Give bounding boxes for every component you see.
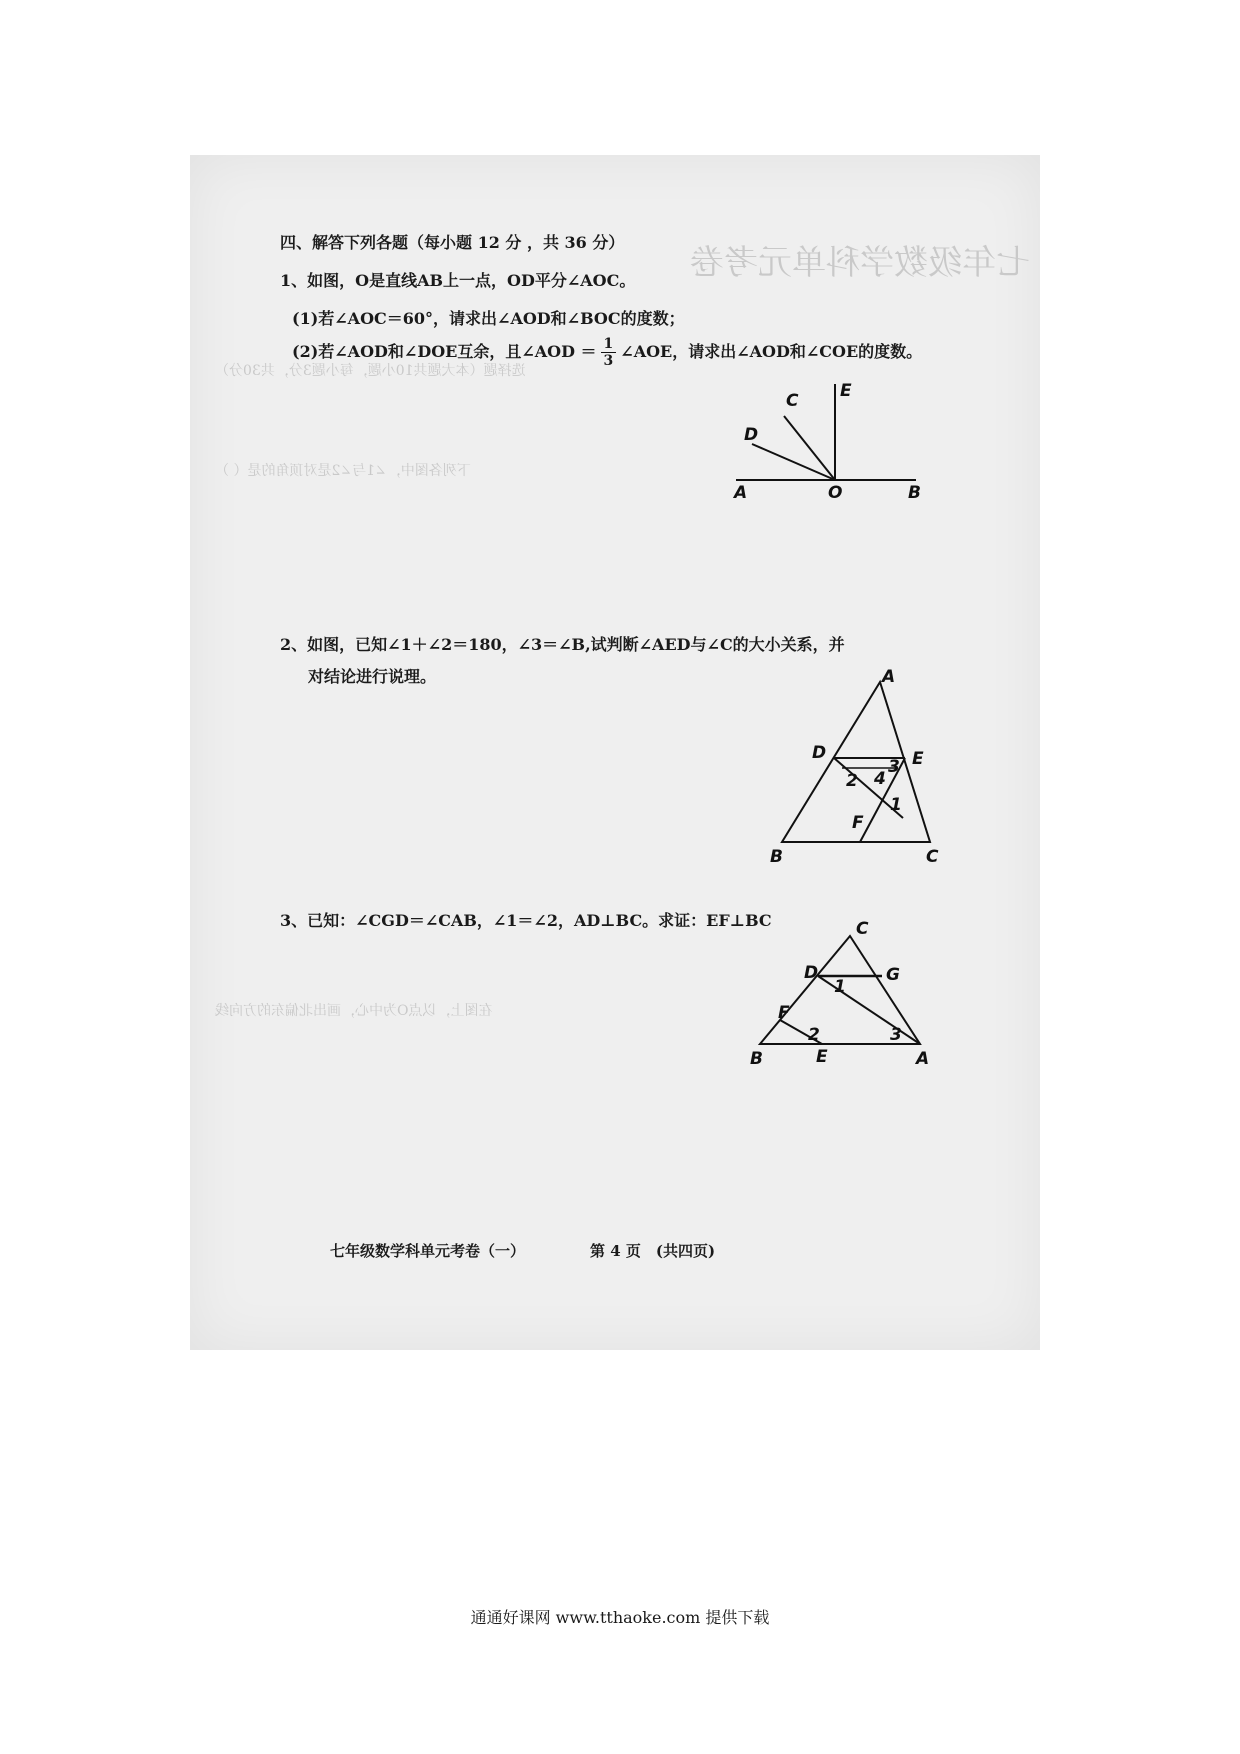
label-A: A: [916, 1049, 930, 1069]
angle-4: 4: [874, 769, 886, 789]
page-footer-left: 七年级数学科单元考卷（一）: [330, 1242, 526, 1260]
ray-OD: [752, 444, 835, 480]
label-A: A: [734, 483, 748, 498]
q1-part1: (1)若∠AOC＝60°，请求出∠AOD和∠BOC的度数；: [292, 309, 685, 328]
bleed-through-text: 选择题（本大题共10小题，每小题3分，共30分）: [215, 363, 526, 379]
label-D: D: [744, 425, 759, 445]
label-D: D: [812, 743, 827, 763]
ray-OC: [784, 416, 835, 480]
label-C: C: [926, 847, 939, 867]
fraction-denominator: 3: [603, 353, 614, 369]
q1-figure: [730, 378, 930, 502]
label-A: A: [882, 668, 896, 687]
label-E: E: [912, 749, 924, 769]
label-C: C: [856, 920, 869, 939]
label-F: F: [852, 813, 864, 833]
label-D: D: [804, 963, 819, 983]
q2-figure: [770, 668, 940, 872]
fraction-numerator: 1: [601, 336, 617, 353]
angle-3: 3: [888, 757, 900, 777]
bleed-through-text: 下列各图中，∠1与∠2是对顶角的是（ ）: [215, 463, 471, 479]
q1-fraction: [601, 336, 617, 369]
triangle-diagram: [770, 668, 940, 868]
angle-diagram: [730, 378, 930, 498]
label-B: B: [908, 483, 921, 498]
section-title: 四、解答下列各题（每小题 12 分 ，共 36 分）: [280, 233, 625, 252]
q3-figure: [750, 920, 940, 1074]
site-footer: 通通好课网 www.tthaoke.com 提供下载: [470, 1608, 770, 1627]
q3-stem: 3、已知：∠CGD＝∠CAB，∠1＝∠2，AD⊥BC。求证：EF⊥BC: [280, 911, 772, 930]
q1-stem: 1、如图，O是直线AB上一点，OD平分∠AOC。: [280, 271, 636, 290]
label-E: E: [840, 381, 852, 401]
angle-1: 1: [834, 977, 846, 997]
angle-1: 1: [890, 795, 902, 815]
bleed-through-text: 在图上，以点O为中心，画出北偏东的方向线: [215, 1003, 493, 1019]
q2-line1: 2、如图，已知∠1＋∠2＝180，∠3＝∠B,试判断∠AED与∠C的大小关系，并: [280, 635, 845, 654]
label-B: B: [770, 847, 783, 867]
label-C: C: [786, 391, 799, 411]
angle-2: 2: [808, 1025, 820, 1045]
q1-part2: [292, 336, 922, 369]
triangle-diagram-2: [750, 920, 940, 1070]
q1-part2-before: (2)若∠AOD和∠DOE互余，且∠AOD ＝: [292, 342, 597, 361]
q1-part2-after: ∠AOE，请求出∠AOD和∠COE的度数。: [620, 342, 923, 361]
label-B: B: [750, 1049, 763, 1069]
label-G: G: [886, 965, 900, 985]
page-footer-right: 第 4 页 (共四页): [590, 1242, 716, 1260]
label-E: E: [816, 1047, 828, 1067]
bleed-through-title: 七年级数学科单元考卷: [690, 243, 1030, 283]
label-F: F: [778, 1003, 790, 1023]
label-O: O: [828, 483, 843, 498]
angle-2: 2: [846, 771, 858, 791]
q2-line2: 对结论进行说理。: [308, 667, 437, 686]
angle-3: 3: [890, 1025, 902, 1045]
